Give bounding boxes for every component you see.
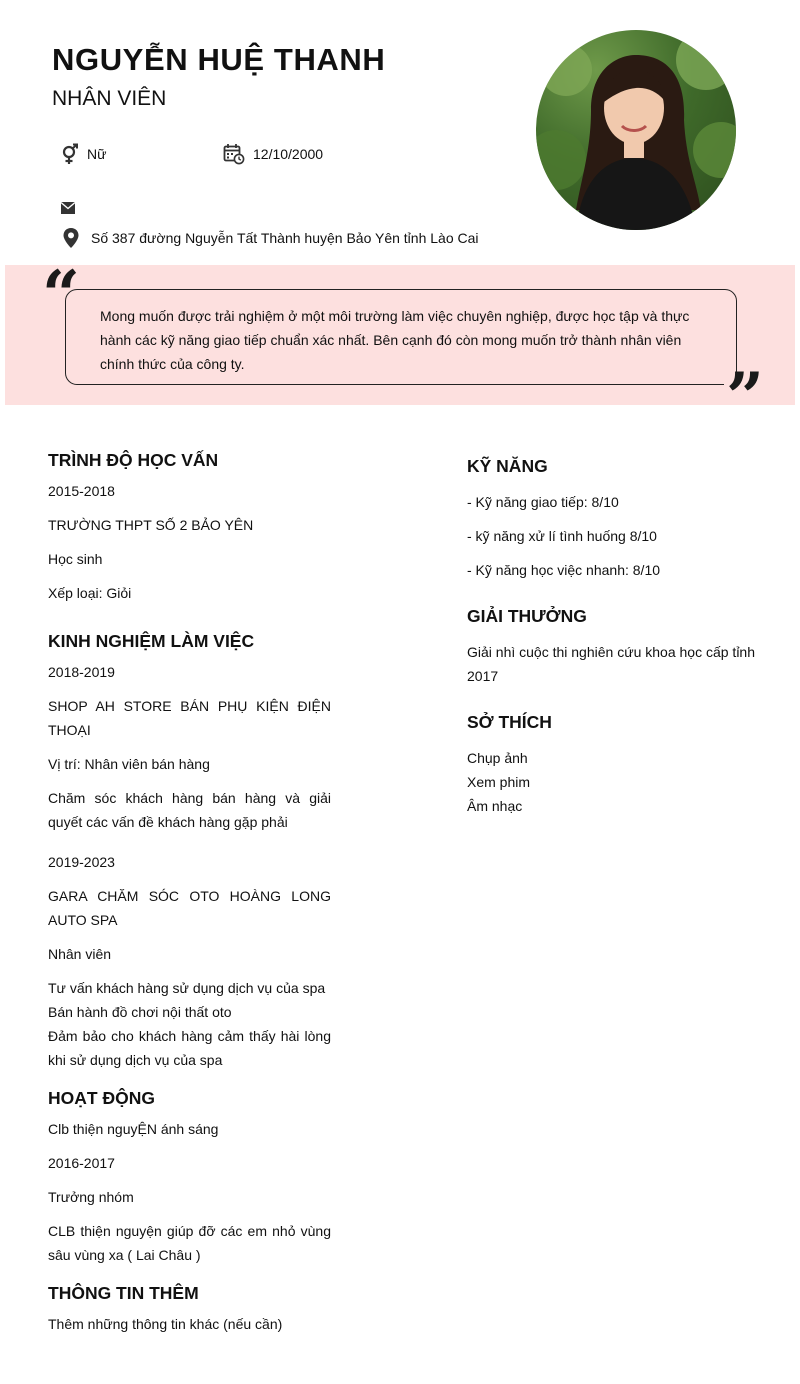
experience-description-line: Tư vấn khách hàng sử dụng dịch vụ của spa xyxy=(48,980,326,996)
skill-item: - kỹ năng xử lí tình huống 8/10 xyxy=(467,528,657,544)
awards-text: Giải nhì cuộc thi nghiên cứu khoa học cấp tỉnh 2017 xyxy=(467,644,755,684)
activities-title: HOẠT ĐỘNG xyxy=(48,1088,155,1108)
education-period: 2015-2018 xyxy=(48,483,115,499)
open-quote-icon: “ xyxy=(42,256,80,334)
education-school: TRƯỜNG THPT SỐ 2 BẢO YÊN xyxy=(48,517,254,533)
objective-box xyxy=(65,289,737,385)
experience-position: Vị trí: Nhân viên bán hàng xyxy=(48,756,210,772)
awards-title: GIẢI THƯỞNG xyxy=(467,606,587,626)
gender-icon xyxy=(60,143,80,165)
activities-org: Clb thiện nguyỆN ánh sáng xyxy=(48,1121,219,1137)
profile-photo xyxy=(536,30,736,230)
activities-period: 2016-2017 xyxy=(48,1155,115,1171)
experience-description-line: Đảm bảo cho khách hàng cảm thấy hài lòng khi sử dụng dịch vụ của spa xyxy=(48,1028,331,1068)
skill-item: - Kỹ năng giao tiếp: 8/10 xyxy=(467,494,619,510)
calendar-icon xyxy=(223,143,245,165)
activities-role: Trưởng nhóm xyxy=(48,1189,134,1205)
email-icon xyxy=(61,201,75,215)
activities-section xyxy=(48,1088,331,1267)
experience-section xyxy=(48,631,331,1072)
hobby-item: Âm nhạc xyxy=(467,798,523,814)
skills-title: KỸ NĂNG xyxy=(467,456,548,476)
birthdate-row xyxy=(223,143,323,165)
hobby-item: Chụp ảnh xyxy=(467,750,528,766)
education-role: Học sinh xyxy=(48,551,103,567)
experience-item xyxy=(48,660,331,834)
experience-period: 2019-2023 xyxy=(48,854,115,870)
additional-section xyxy=(48,1283,331,1336)
additional-title: THÔNG TIN THÊM xyxy=(48,1283,199,1303)
experience-description: Chăm sóc khách hàng bán hàng và giải quyết các vấn đề khách hàng gặp phải xyxy=(48,790,331,830)
left-column xyxy=(48,450,331,1336)
right-column xyxy=(467,456,757,818)
additional-text: Thêm những thông tin khác (nếu cần) xyxy=(48,1316,283,1332)
experience-company: SHOP AH STORE BÁN PHỤ KIỆN ĐIỆN THOẠI xyxy=(48,698,331,738)
email-row xyxy=(61,201,83,215)
experience-description-line: Bán hành đồ chơi nội thất oto xyxy=(48,1004,232,1020)
experience-company: GARA CHĂM SÓC OTO HOÀNG LONG AUTO SPA xyxy=(48,888,331,928)
gender-value: Nữ xyxy=(87,146,107,162)
birthdate-value: 12/10/2000 xyxy=(253,146,324,162)
hobbies-section xyxy=(467,712,757,818)
experience-item xyxy=(48,850,331,1072)
education-section xyxy=(48,450,331,605)
gender-row xyxy=(60,143,106,165)
activities-description: CLB thiện nguyện giúp đỡ các em nhỏ vùng sâu vùng xa ( Lai Châu ) xyxy=(48,1223,331,1263)
candidate-name: NGUYỄN HUỆ THANH xyxy=(52,42,386,77)
experience-period: 2018-2019 xyxy=(48,664,115,680)
hobby-item: Xem phim xyxy=(467,774,531,790)
experience-position: Nhân viên xyxy=(48,946,112,962)
location-pin-icon xyxy=(62,227,80,249)
education-title: TRÌNH ĐỘ HỌC VẤN xyxy=(48,450,219,470)
address-value: Số 387 đường Nguyễn Tất Thành huyện Bảo Yên tỉnh Lào Cai xyxy=(91,230,479,246)
job-title: NHÂN VIÊN xyxy=(52,87,167,110)
skills-section xyxy=(467,456,757,582)
education-grade: Xếp loại: Giỏi xyxy=(48,585,132,601)
hobbies-title: SỞ THÍCH xyxy=(467,712,552,732)
experience-title: KINH NGHIỆM LÀM VIỆC xyxy=(48,631,255,651)
objective-text: Mong muốn được trải nghiệm ở một môi trường làm việc chuyên nghiệp, được học tập và thực hành các kỹ năng giao tiếp chuẩn xác nhất. Bên cạnh đó còn mong muốn trở thành nhân viên chính thức của công ty. xyxy=(100,308,690,372)
close-quote-icon: ” xyxy=(726,358,764,436)
address-row xyxy=(62,227,479,249)
awards-section xyxy=(467,606,757,688)
skill-item: - Kỹ năng học việc nhanh: 8/10 xyxy=(467,562,661,578)
